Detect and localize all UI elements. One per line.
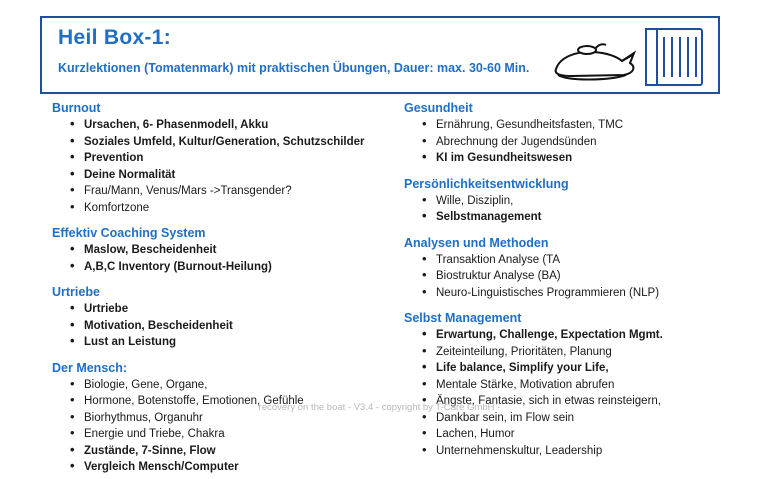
list-item: • Neuro-Linguistisches Programmieren (NLP)	[422, 285, 734, 302]
group-gesundheit	[404, 100, 734, 167]
list-item: • Deine Normalität	[70, 167, 402, 184]
list-item: • Ernährung, Gesundheitsfasten, TMC	[422, 117, 734, 134]
header-box	[40, 16, 720, 94]
group-effektiv-coaching-system	[52, 225, 402, 275]
list-item: • Biostruktur Analyse (BA)	[422, 268, 734, 285]
page-title: Heil Box-1:	[58, 26, 171, 49]
list-item: • Unternehmenskultur, Leadership	[422, 443, 734, 460]
list-item: • Mentale Stärke, Motivation abrufen	[422, 377, 734, 394]
header-icons	[538, 23, 708, 91]
list-item: • Abrechnung der Jugendsünden	[422, 134, 734, 151]
group-title: Effektiv Coaching System	[52, 226, 206, 240]
group-title: Selbst Management	[404, 311, 522, 325]
group-title: Analysen und Methoden	[404, 235, 549, 250]
group-item-list	[52, 377, 402, 476]
list-item: • Lust an Leistung	[70, 334, 402, 351]
group-title: Der Mensch:	[52, 360, 128, 375]
page-subtitle: Kurzlektionen (Tomatenmark) mit praktischen Übungen, Dauer: max. 30-60 Min.	[58, 61, 530, 75]
list-item: • Vergleich Mensch/Computer	[70, 459, 402, 476]
list-item: • Hormone, Botenstoffe, Emotionen, Gefühle	[70, 393, 402, 410]
list-item: • Life balance, Simplify your Life,	[422, 360, 734, 377]
group-item-list	[404, 327, 734, 459]
book-icon	[646, 29, 702, 85]
group-item-list	[52, 242, 402, 275]
list-item: • Biologie, Gene, Organe,	[70, 377, 402, 394]
group-item-list	[52, 301, 402, 351]
list-item: • Biorhythmus, Organuhr	[70, 410, 402, 427]
list-item: • Motivation, Bescheidenheit	[70, 318, 402, 335]
list-item: • Komfortzone	[70, 200, 402, 217]
group-title: Urtriebe	[52, 285, 100, 299]
list-item: • KI im Gesundheitswesen	[422, 150, 734, 167]
list-item: • Energie und Triebe, Chakra	[70, 426, 402, 443]
list-item: • Erwartung, Challenge, Expectation Mgmt.	[422, 327, 734, 344]
group-item-list	[404, 193, 734, 226]
list-item: • Lachen, Humor	[422, 426, 734, 443]
list-item: • Maslow, Bescheidenheit	[70, 242, 402, 259]
list-item: • Zustände, 7-Sinne, Flow	[70, 443, 402, 460]
list-item: • Soziales Umfeld, Kultur/Generation, Schutzschilder	[70, 134, 402, 151]
group-title: Persönlichkeitsentwicklung	[404, 176, 569, 191]
group-der-mensch	[52, 360, 402, 476]
list-item: • Dankbar sein, im Flow sein	[422, 410, 734, 427]
group-item-list	[52, 117, 402, 216]
group-analysen-und-methoden	[404, 235, 734, 302]
footer-copyright: recovery on the boat - V3.4 - copyright by T-Care GmbH -	[258, 402, 501, 413]
list-item: • Transaktion Analyse (TA	[422, 252, 734, 269]
group-persoenlichkeitsentwicklung	[404, 176, 734, 226]
left-column	[52, 100, 402, 479]
group-item-list	[404, 252, 734, 302]
list-item: • Ängste, Fantasie, sich in etwas reinsteigern,	[422, 393, 734, 410]
list-item: • A,B,C Inventory (Burnout-Heilung)	[70, 259, 402, 276]
list-item: • Selbstmanagement	[422, 209, 734, 226]
list-item: • Ursachen, 6- Phasenmodell, Akku	[70, 117, 402, 134]
oil-lamp-icon	[556, 44, 634, 79]
group-burnout	[52, 100, 402, 216]
group-item-list	[404, 117, 734, 167]
list-item: • Wille, Disziplin,	[422, 193, 734, 210]
list-item: • Frau/Mann, Venus/Mars ->Transgender?	[70, 183, 402, 200]
group-urtriebe	[52, 284, 402, 351]
group-title: Gesundheit	[404, 101, 473, 115]
list-item: • Zeiteinteilung, Prioritäten, Planung	[422, 344, 734, 361]
group-title: Burnout	[52, 101, 101, 115]
list-item: • Urtriebe	[70, 301, 402, 318]
group-selbst-management	[404, 310, 734, 459]
list-item: • Prevention	[70, 150, 402, 167]
header-icon-group	[538, 23, 708, 91]
